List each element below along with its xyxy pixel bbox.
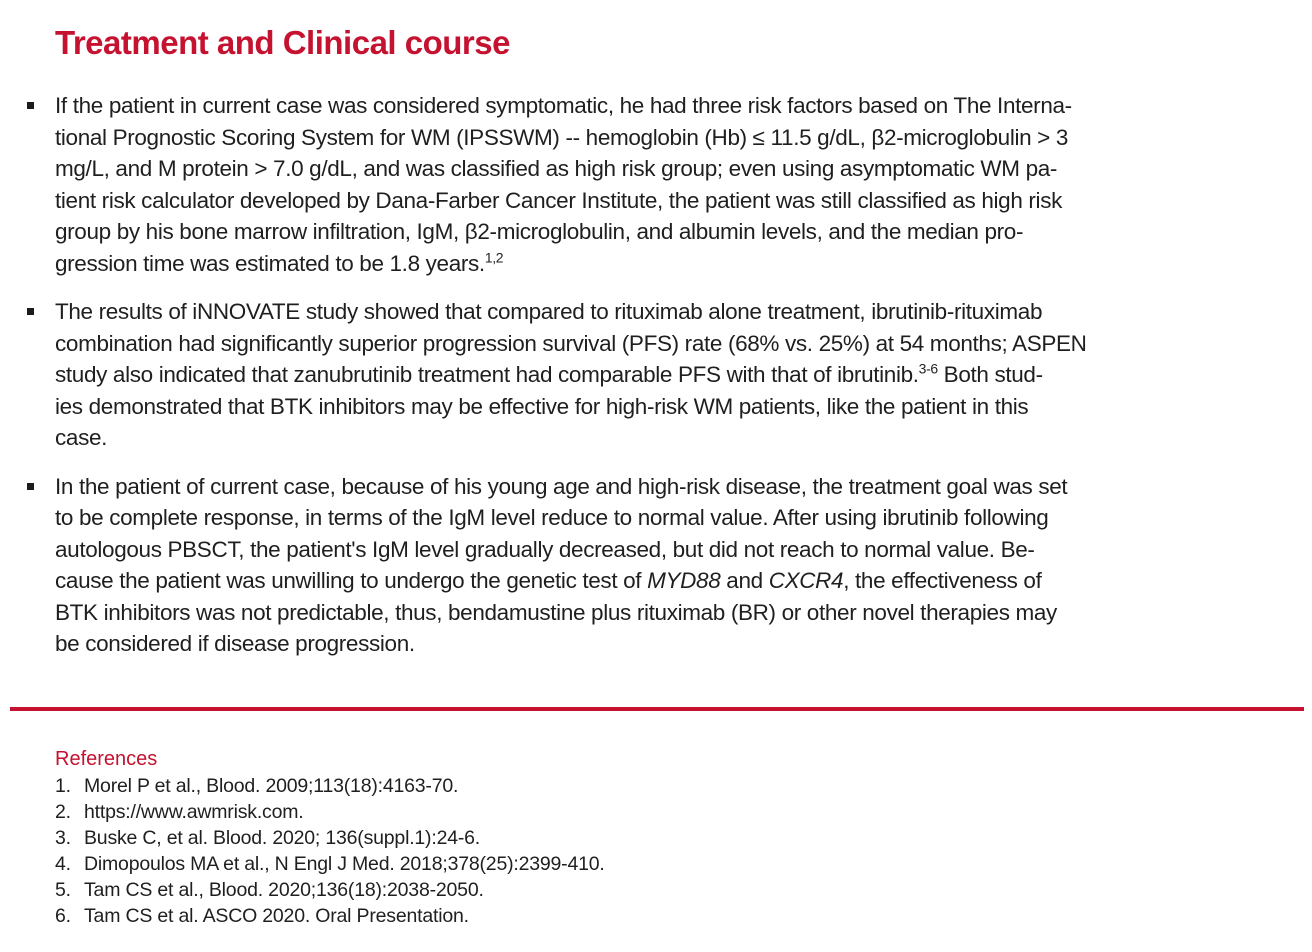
text-line <box>55 185 1072 217</box>
text-segment: The results of iNNOVATE study showed that compared to rituximab alone treatment, ibrutinib-rituximab <box>55 299 1043 324</box>
reference-number: 5. <box>55 879 71 901</box>
reference-number: 1. <box>55 775 71 797</box>
bullet-text <box>55 90 1072 279</box>
references-heading: References <box>55 748 158 770</box>
reference-text: Tam CS et al. ASCO 2020. Oral Presentation. <box>84 905 469 927</box>
reference-number: 3. <box>55 827 71 849</box>
text-segment: group by his bone marrow infiltration, IgM, β2-microglobulin, and albumin levels, and the median pro- <box>55 219 1024 244</box>
text-segment: BTK inhibitors was not predictable, thus, bendamustine plus rituximab (BR) or other novel therapies may <box>55 599 1057 625</box>
text-segment: Both stud- <box>937 362 1043 387</box>
text-segment: If the patient in current case was considered symptomatic, he had three risk factors based on The Interna- <box>55 93 1072 118</box>
bullet-marker-icon <box>27 483 34 490</box>
reference-text: Dimopoulos MA et al., N Engl J Med. 2018;378(25):2399-410. <box>84 853 605 875</box>
text-segment: case. <box>55 425 108 450</box>
bullet-list <box>27 90 1298 677</box>
text-segment: tient risk calculator developed by Dana-Farber Cancer Institute, the patient was still classified as high risk <box>55 187 1062 213</box>
text-segment: mg/L, and M protein > 7.0 g/dL, and was classified as high risk group; even using asymptomatic WM pa- <box>55 156 1058 181</box>
reference-item <box>55 851 1292 877</box>
reference-item <box>55 799 1292 825</box>
text-line <box>55 534 1067 566</box>
text-segment: , the effectiveness of <box>843 568 1042 593</box>
text-segment: gression time was estimated to be 1.8 years. <box>55 250 485 276</box>
text-segment: CXCR4 <box>768 568 844 593</box>
references-section <box>55 746 1292 929</box>
text-segment: cause the patient was unwilling to undergo the genetic test of <box>55 568 648 593</box>
text-line <box>55 565 1067 597</box>
text-line <box>55 628 1067 660</box>
text-line <box>55 90 1072 122</box>
text-line <box>55 122 1072 154</box>
reference-item <box>55 773 1292 799</box>
text-line <box>55 359 1087 391</box>
bullet-text <box>55 471 1067 660</box>
bullet-item <box>27 90 1298 279</box>
text-segment: be considered if disease progression. <box>55 631 415 656</box>
text-line <box>55 248 1072 280</box>
bullet-item <box>27 296 1298 454</box>
reference-item <box>55 825 1292 851</box>
text-segment: In the patient of current case, because of his young age and high-risk disease, the treatment goal was set <box>55 473 1068 499</box>
bullet-text <box>55 296 1087 454</box>
text-line <box>55 153 1072 185</box>
text-line <box>55 216 1072 248</box>
text-segment: autologous PBSCT, the patient's IgM level gradually decreased, but did not reach to normal value. Be- <box>55 536 1035 562</box>
text-segment: to be complete response, in terms of the IgM level reduce to normal value. After using ibrutinib following <box>55 505 1049 530</box>
references-list <box>55 773 1292 929</box>
reference-number: 6. <box>55 905 71 927</box>
bullet-marker-icon <box>27 102 34 109</box>
reference-text: https://www.awmrisk.com. <box>84 801 304 823</box>
reference-text: Tam CS et al., Blood. 2020;136(18):2038-2050. <box>84 879 484 901</box>
text-line <box>55 471 1067 503</box>
superscript-citation: 3-6 <box>918 360 938 377</box>
text-segment: ies demonstrated that BTK inhibitors may be effective for high-risk WM patients, like the patient in this <box>55 393 1029 419</box>
text-segment: tional Prognostic Scoring System for WM (IPSSWM) -- hemoglobin (Hb) ≤ 11.5 g/dL, β2-microglobulin > 3 <box>55 124 1069 150</box>
superscript-citation: 1,2 <box>484 249 504 265</box>
text-segment: MYD88 <box>647 568 721 593</box>
text-line <box>55 597 1067 629</box>
reference-number: 4. <box>55 853 71 875</box>
bullet-marker-icon <box>27 308 34 315</box>
reference-text: Morel P et al., Blood. 2009;113(18):4163-70. <box>84 775 459 797</box>
bullet-item <box>27 471 1298 660</box>
reference-text: Buske C, et al. Blood. 2020; 136(suppl.1):24-6. <box>84 827 481 849</box>
text-line <box>55 422 1087 454</box>
text-line <box>55 296 1087 328</box>
text-line <box>55 502 1067 534</box>
text-line <box>55 391 1087 423</box>
text-line <box>55 328 1087 360</box>
section-divider <box>10 707 1304 711</box>
reference-number: 2. <box>55 801 71 823</box>
page-title: Treatment and Clinical course <box>55 24 510 61</box>
text-segment: combination had significantly superior progression survival (PFS) rate (68% vs. 25%) at 54 months; ASPEN <box>55 330 1087 356</box>
reference-item <box>55 877 1292 903</box>
text-segment: study also indicated that zanubrutinib treatment had comparable PFS with that of ibrutinib. <box>55 362 919 387</box>
reference-item <box>55 903 1292 929</box>
text-segment: and <box>720 568 769 593</box>
